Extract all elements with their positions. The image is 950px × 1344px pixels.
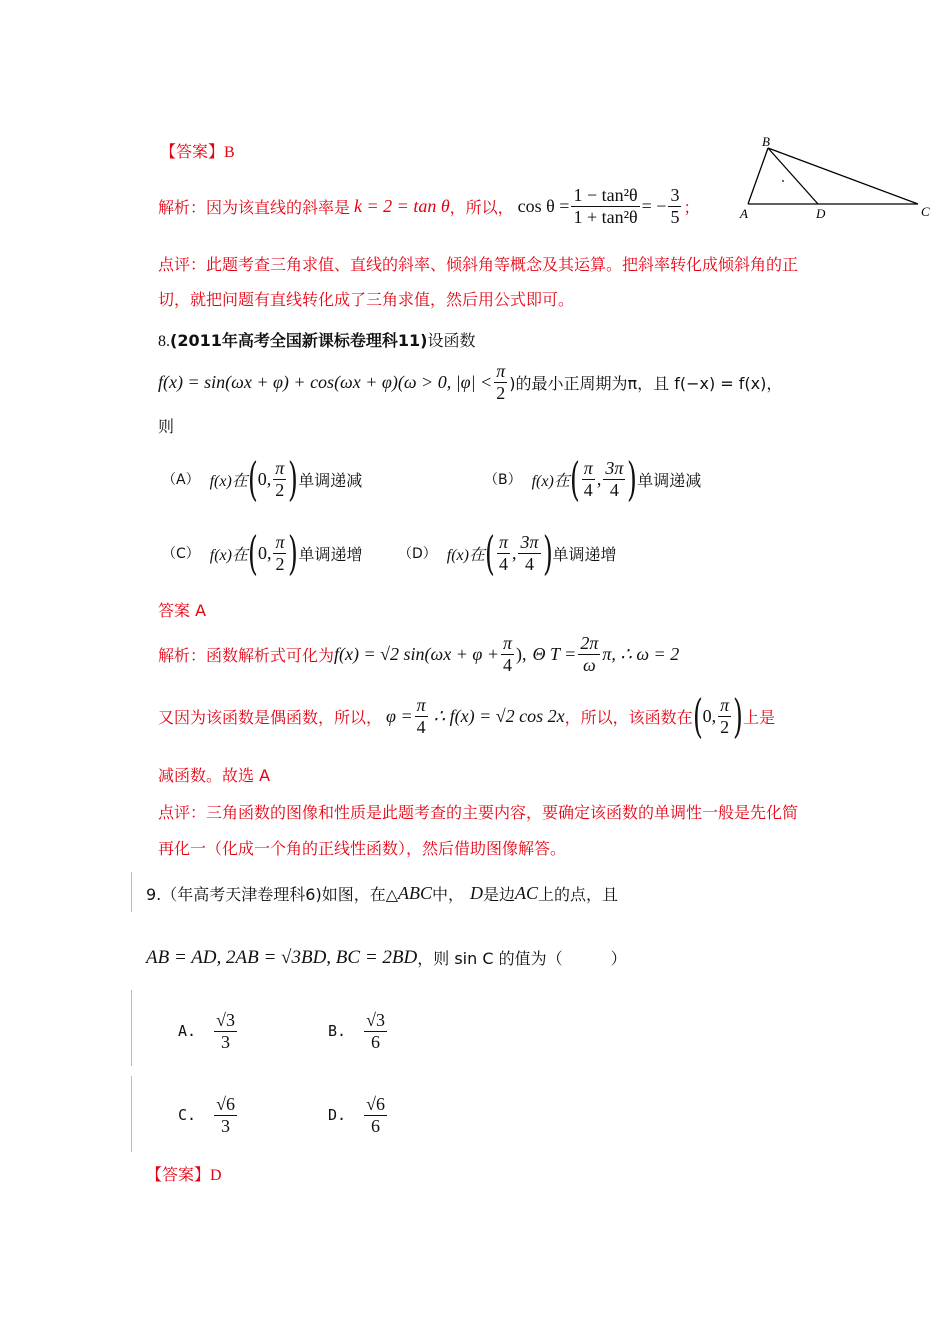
- q9-answer-label: 【答案】: [146, 1165, 211, 1184]
- func-pi: π: [496, 360, 506, 381]
- option-a-zero: 0,: [257, 468, 272, 489]
- func-tail: )的最小正周期为π，且 f(−x) = f(x)，: [509, 373, 783, 393]
- option-a-text: 单调递减: [298, 470, 363, 490]
- option-a-frac: $\frac{\pi}{2}$: [275, 457, 285, 500]
- func-frac: [494, 361, 507, 403]
- option-a-fx: f(x)在: [209, 472, 248, 490]
- side-ab: [748, 148, 768, 204]
- func-two: 2: [496, 382, 506, 403]
- option-d-text: 单调递增: [552, 544, 617, 564]
- label-a: A: [740, 206, 748, 221]
- tan-fraction-num: 1 − tan²θ: [573, 184, 638, 205]
- q8-analysis-1: 解析：函数解析式可化为 f(x) = √2 sin(ωx + φ + $\frac{\pi}{4}$ ), Θ T = $\frac{2\pi}{\omega}$ π, ∴ ω = 2: [158, 632, 680, 675]
- cos-lhs: cos θ =: [517, 195, 570, 216]
- q8-number: 8.: [158, 333, 170, 350]
- q9-answer: [146, 1162, 222, 1185]
- q9-heading: 9.（年高考天津卷理科6)如图，在△ ABC 中， D 是边 AC 上的点，且: [146, 883, 619, 904]
- q8-comment-line2: 再化一（化成一个角的正线性函数），然后借助图像解答。: [158, 839, 567, 858]
- q8-answer: 答案 A: [158, 601, 207, 620]
- q7-answer: [160, 139, 235, 162]
- side-bd: [768, 148, 818, 204]
- answer-value: B: [224, 144, 235, 161]
- q8-heading-text: 设函数: [427, 331, 476, 350]
- result-num: 3: [670, 184, 680, 205]
- figure-dot: [782, 180, 784, 182]
- analysis-text: 因为该直线的斜率是: [206, 197, 351, 217]
- margin-rule-1: [131, 872, 132, 912]
- q9-condition: AB = AD, 2AB = √3BD, BC = 2BD ，则 sin C 的值为（ ）: [146, 946, 627, 968]
- option-b-text: 单调递减: [637, 470, 702, 490]
- analysis-label: 解析：: [158, 197, 207, 217]
- q8-then: 则: [158, 417, 175, 436]
- analysis1-label: 解析：函数解析式可化为: [158, 645, 335, 665]
- q8-heading: [158, 328, 475, 351]
- option-b-fx: f(x)在: [531, 472, 570, 490]
- q7-analysis: [158, 186, 699, 226]
- analysis-equation: k = 2 = tan θ: [354, 195, 450, 216]
- q8-option-a[interactable]: （A） f(x)在 ( 0, $\frac{\pi}{2}$ ) 单调递减: [162, 452, 363, 506]
- option-d-label: （D）: [398, 546, 437, 562]
- result-fraction: [668, 185, 681, 227]
- triangle-figure: [738, 134, 938, 224]
- tan-fraction: [571, 185, 639, 227]
- q8-function-def: [158, 360, 782, 404]
- result-tail: ；: [683, 197, 700, 217]
- q7-comment-line2: 切，就把问题有直线转化成了三角求值，然后用公式即可。: [158, 290, 575, 309]
- q8-analysis-3: 减函数。故选 A: [158, 766, 271, 785]
- q7-comment-line1: 点评：此题考查三角求值、直线的斜率、倾斜角等概念及其运算。把斜率转化成倾斜角的正: [158, 255, 799, 274]
- q8-comment-line1: 点评：三角函数的图像和性质是此题考查的主要内容，要确定该函数的单调性一般是先化简: [158, 803, 799, 822]
- option-a-label: （A）: [162, 472, 200, 488]
- tan-fraction-den: 1 + tan²θ: [573, 206, 638, 227]
- analysis1-eq: f(x) = √2 sin(ωx + φ +: [334, 643, 499, 664]
- result-den: 5: [670, 206, 680, 227]
- q8-analysis-2: 又因为该函数是偶函数，所以， φ = $\frac{\pi}{4}$ ∴ f(x) = √2 cos 2x ，所以，该函数在 ( 0, $\frac{\pi}{2}$ ) 上是: [158, 689, 776, 743]
- q8-option-c[interactable]: （C） f(x)在 ( 0, $\frac{\pi}{2}$ ) 单调递增: [162, 526, 363, 580]
- q8-source: (2011年高考全国新课标卷理科11): [170, 331, 428, 350]
- side-bc: [768, 148, 918, 204]
- q9-option-d[interactable]: D. $\frac{√6}{6}$: [328, 1093, 385, 1136]
- label-d: D: [816, 206, 826, 221]
- label-b: B: [762, 134, 770, 149]
- option-b-label: （B）: [484, 472, 522, 488]
- option-c-text: 单调递增: [298, 544, 363, 564]
- answer-label: 【答案】: [160, 142, 225, 161]
- cos-rhs: = −: [641, 195, 667, 216]
- q9-option-a[interactable]: A. $\frac{√3}{3}$: [178, 1009, 235, 1052]
- option-d-fx: f(x)在: [446, 546, 485, 564]
- q9-option-b[interactable]: B. $\frac{√3}{6}$: [328, 1009, 385, 1052]
- margin-rule-2: [131, 990, 132, 1066]
- q9-option-c[interactable]: C. $\frac{√6}{3}$: [178, 1093, 235, 1136]
- option-c-label: （C）: [162, 546, 200, 562]
- q9-answer-value: D: [210, 1167, 222, 1184]
- q8-option-d[interactable]: （D） f(x)在 ( $\frac{\pi}{4}$ , $\frac{3\pi}{4}$ ) 单调递增: [398, 526, 617, 580]
- q8-option-b[interactable]: （B） f(x)在 ( $\frac{\pi}{4}$ , $\frac{3\pi}{4}$ ) 单调递减: [484, 452, 702, 506]
- option-c-fx: f(x)在: [209, 546, 248, 564]
- margin-rule-3: [131, 1076, 132, 1152]
- func-def: f(x) = sin(ωx + φ) + cos(ωx + φ)(ω > 0, |φ| <: [158, 371, 493, 392]
- analysis-so: ，所以，: [449, 197, 514, 217]
- label-c: C: [921, 204, 930, 219]
